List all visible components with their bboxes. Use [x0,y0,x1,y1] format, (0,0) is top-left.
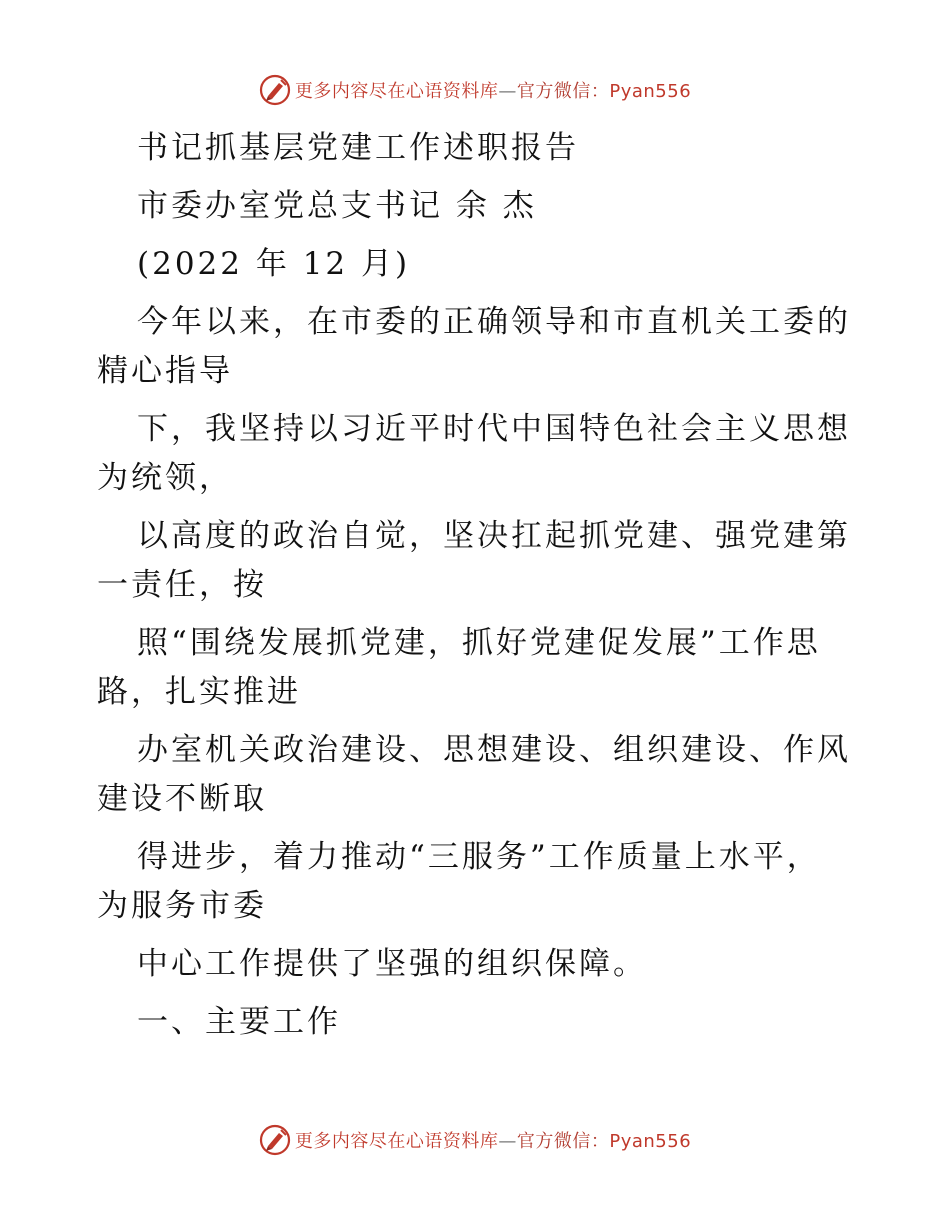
pen-logo-icon [259,1124,291,1156]
paragraph-line: 照“围绕发展抓党建，抓好党建促发展”工作思 [137,625,821,661]
paragraph-line: 下，我坚持以习近平时代中国特色社会主义思想 [137,411,851,447]
paragraph-line: 得进步，着力推动“三服务”工作质量上水平， [137,839,821,875]
date-line: (2022 年 12 月) [137,246,411,282]
paragraph-line: 建设不断取 [97,781,267,817]
closing-line: 中心工作提供了坚强的组织保障。 [137,946,647,982]
paragraph-3 [97,512,857,610]
paragraph-line: 路，扎实推进 [97,674,301,710]
watermark-footer-content [259,1124,691,1156]
watermark-dash: — [498,81,517,102]
paragraph-5 [97,726,857,824]
document-title: 书记抓基层党建工作述职报告 [137,130,579,166]
watermark-dash: — [498,1131,517,1152]
watermark-wechat-id: Pyan556 [609,81,692,102]
paragraph-1 [97,298,857,396]
paragraph-line: 办室机关政治建设、思想建设、组织建设、作风 [137,732,851,768]
paragraph-line: 今年以来，在市委的正确领导和市直机关工委的 [137,304,851,340]
paragraph-line: 为服务市委 [97,888,267,924]
document-body [97,124,857,1047]
watermark-site: 更多内容尽在心语资料库 [294,81,499,102]
watermark-footer [0,1120,950,1160]
paragraph-line: 一责任，按 [97,567,267,603]
watermark-text [295,1127,691,1153]
watermark-wechat-id: Pyan556 [609,1131,692,1152]
paragraph-line: 精心指导 [97,353,233,389]
watermark-text [295,77,691,103]
paragraph-4 [97,619,857,717]
watermark-official-label: 官方微信： [516,81,610,102]
watermark-header [0,70,950,110]
author-line: 市委办室党总支书记 余 杰 [137,188,537,224]
paragraph-2 [97,405,857,503]
pen-logo-icon [259,74,291,106]
watermark-header-content [259,74,691,106]
paragraph-6 [97,833,857,931]
paragraph-line: 为统领， [97,460,233,496]
section-heading: 一、主要工作 [137,1004,341,1040]
watermark-official-label: 官方微信： [516,1131,610,1152]
paragraph-line: 以高度的政治自觉，坚决扛起抓党建、强党建第 [137,518,851,554]
watermark-site: 更多内容尽在心语资料库 [294,1131,499,1152]
